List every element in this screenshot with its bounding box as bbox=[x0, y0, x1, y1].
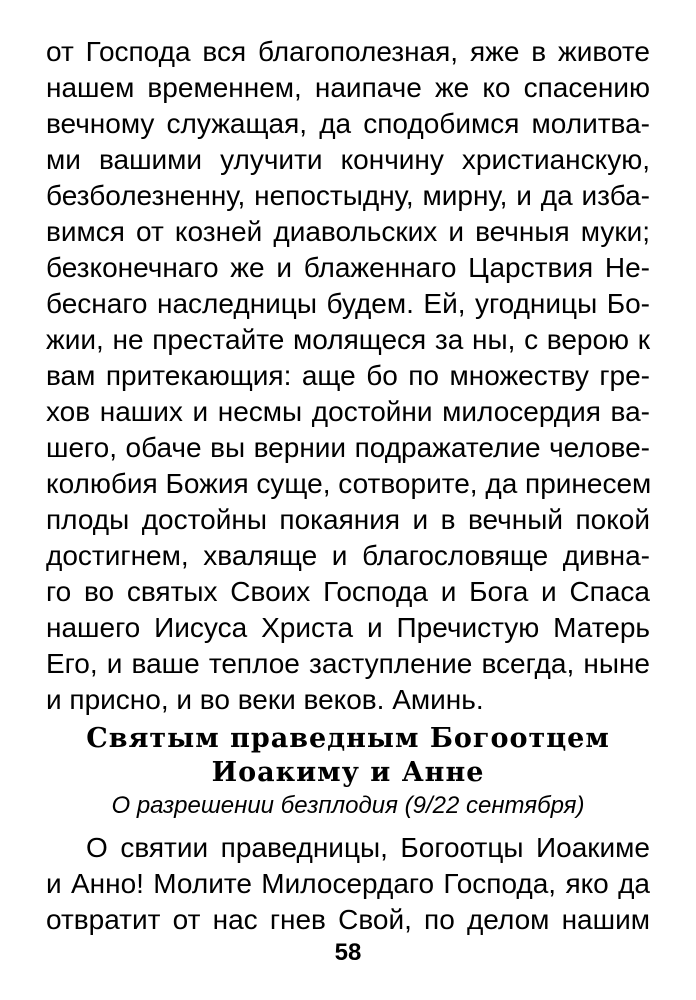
section-subtitle: О разрешении безплодия (9/22 сентября) bbox=[111, 792, 585, 819]
page-number: 58 bbox=[334, 939, 362, 966]
text-line: О святии праведницы, Богоотцы Иоакиме bbox=[86, 832, 650, 863]
text-line: жии, не престайте молящеся за ны, с верою к bbox=[46, 324, 650, 355]
section-title-line-1: Святым праведным Богоотцем bbox=[86, 723, 610, 754]
text-line: Его, и ваше теплое заступление всегда, ныне bbox=[46, 648, 650, 679]
text-line: нашем временнем, наипаче же ко спасению bbox=[46, 72, 650, 103]
text-line: вимся от козней диавольских и вечныя муки; bbox=[46, 216, 650, 247]
text-line: ми вашими улучити кончину христианскую, bbox=[46, 144, 650, 175]
text-line: го во святых Своих Господа и Бога и Спаса bbox=[46, 576, 650, 607]
text-line: шего, обаче вы вернии подражателие челове- bbox=[46, 432, 650, 463]
text-line: безболезненну, непостыдну, мирну, и да изба- bbox=[46, 180, 650, 211]
text-line: и Анно! Молите Милосердаго Господа, яко да bbox=[46, 868, 650, 899]
text-line: вечному служащая, да сподобимся молитва- bbox=[46, 108, 650, 139]
text-line: хов наших и несмы достойни милосердия ва- bbox=[46, 396, 650, 427]
text-line: безконечнаго же и блаженнаго Царствия Не- bbox=[46, 252, 650, 283]
text-line: отвратит от нас гнев Свой, по делом нашим bbox=[46, 904, 650, 935]
text-line: беснаго наследницы будем. Ей, угодницы Бо- bbox=[46, 288, 650, 319]
section-title-line-2: Иоакиму и Анне bbox=[211, 757, 485, 788]
text-line: достигнем, хваляще и благословяще дивна- bbox=[46, 540, 650, 571]
text-line: вам притекающия: аще бо по множеству гре- bbox=[46, 360, 650, 391]
text-line: нашего Иисуса Христа и Пречистую Матерь bbox=[46, 612, 650, 643]
text-line: и присно, и во веки веков. Аминь. bbox=[46, 684, 484, 715]
text-line: колюбия Божия суще, сотворите, да принесем bbox=[46, 468, 652, 499]
text-line: плоды достойны покаяния и в вечный покой bbox=[46, 504, 650, 535]
text-line: от Господа вся благополезная, яже в животе bbox=[46, 36, 650, 67]
